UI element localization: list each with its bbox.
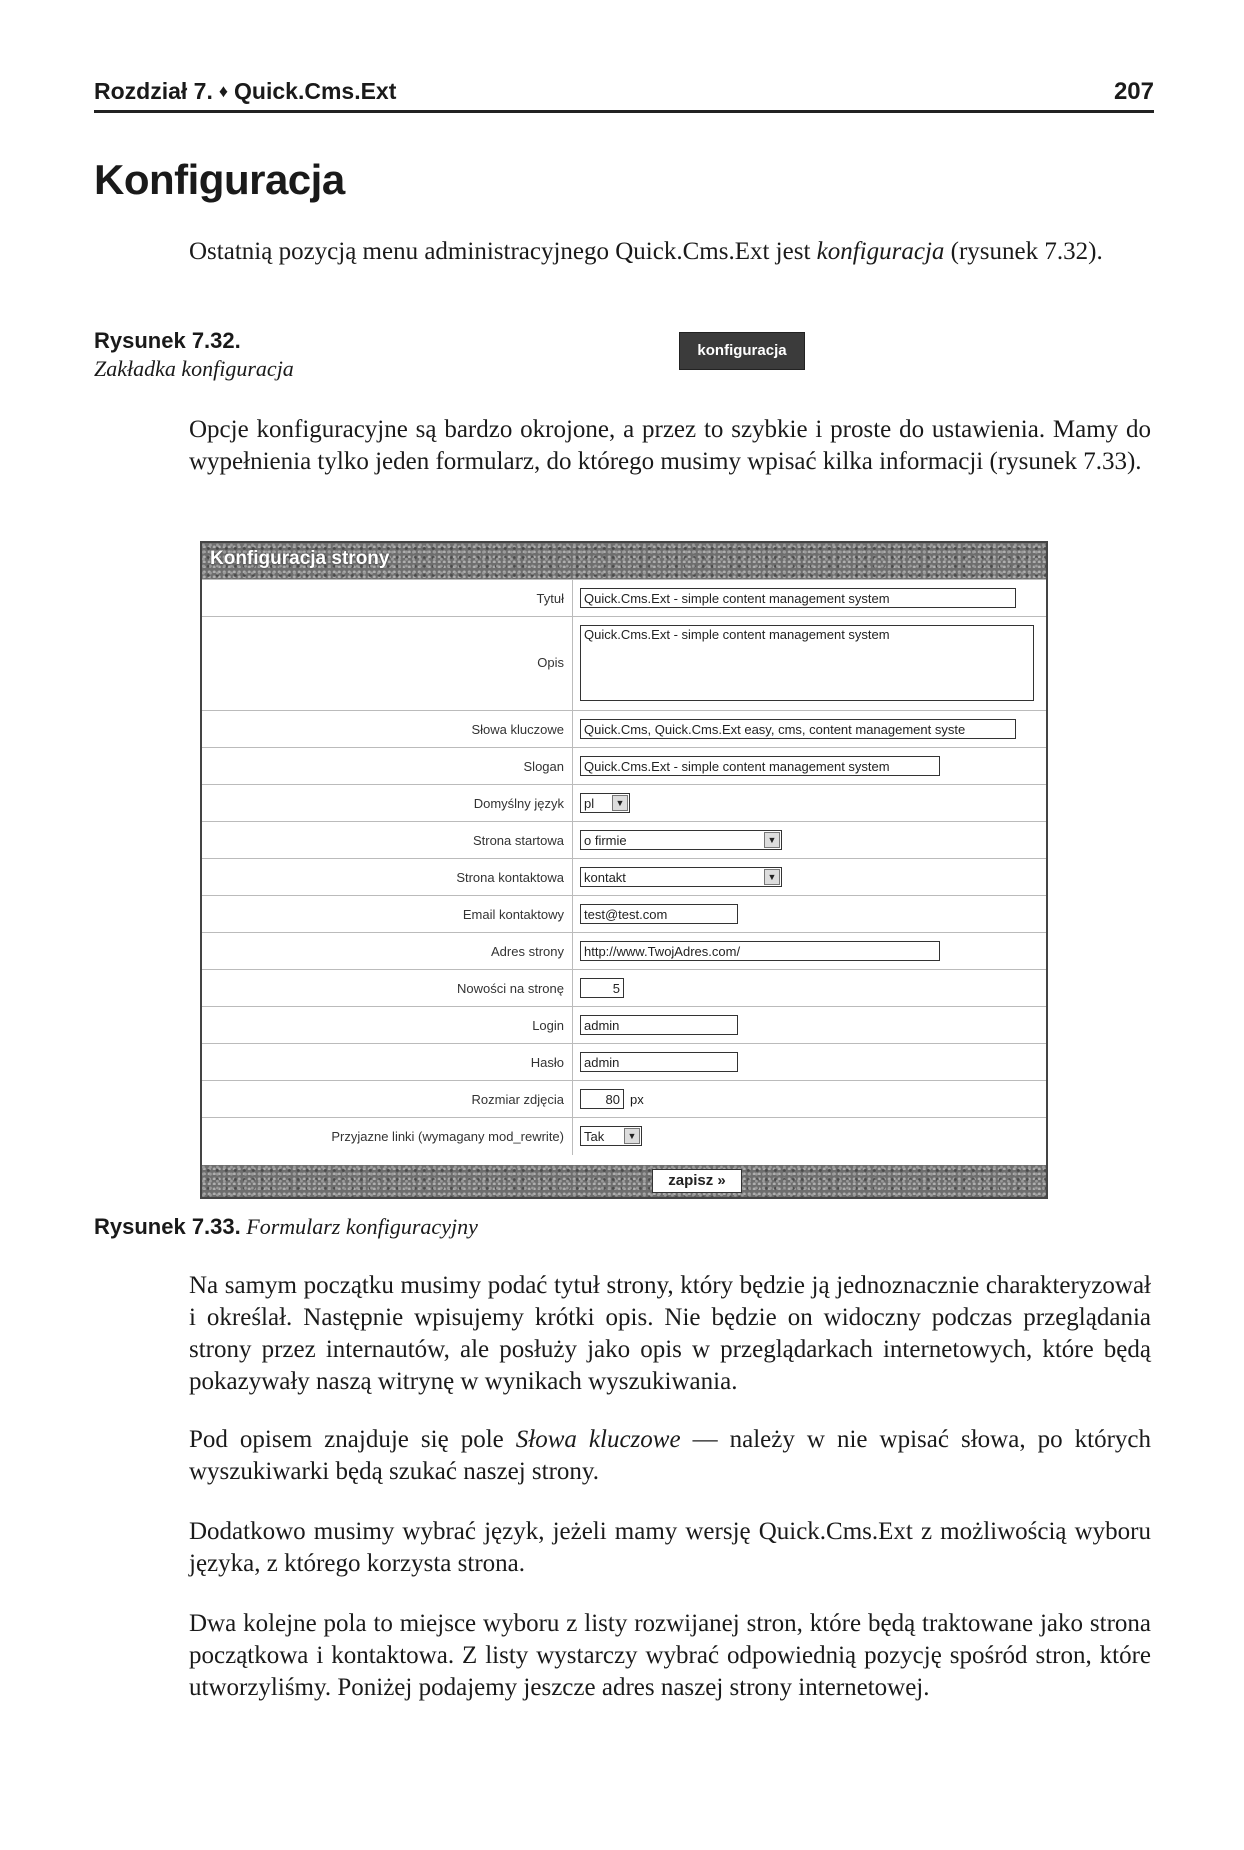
friendly-links-select[interactable]: Tak ▼ — [580, 1126, 642, 1146]
form-row-keywords — [202, 710, 1046, 748]
config-form — [200, 541, 1048, 1199]
paragraph-3: Na samym początku musimy podać tytuł strony, który będzie ją jednoznacznie charakteryzował i określał. Następnie wpisujemy krótki opis. Nie będzie on widoczny podczas przeglądania strony przez internautów, ale posłuży jako opis w przeglądarkach internetowych, które będą pokazywały naszą witrynę w wynikach wyszukiwania. — [189, 1272, 1151, 1395]
field-label: Adres strony — [491, 944, 564, 959]
language-select[interactable]: pl ▼ — [580, 793, 630, 813]
form-row-address — [202, 932, 1046, 970]
field-label: Strona kontaktowa — [456, 870, 564, 885]
chevron-down-icon: ▼ — [764, 832, 780, 848]
form-row-email — [202, 895, 1046, 933]
form-row-start-page — [202, 821, 1046, 859]
paragraph-4: Pod opisem znajduje się pole Słowa kluczowe — należy w nie wpisać słowa, po których wyszukiwarki będą szukać naszej strony. — [189, 1426, 1151, 1485]
news-per-page-input[interactable]: 5 — [580, 978, 624, 998]
form-row-contact-page — [202, 858, 1046, 896]
field-label: Strona startowa — [472, 833, 564, 848]
chevron-down-icon: ▼ — [612, 795, 628, 811]
figure-32-subtitle: Zakładka konfiguracja — [94, 356, 294, 381]
section-title: Konfiguracja — [94, 156, 345, 203]
title-input[interactable]: Quick.Cms.Ext - simple content management system — [580, 588, 1016, 608]
form-row-login — [202, 1006, 1046, 1044]
field-label: Nowości na stronę — [457, 981, 564, 996]
slogan-input[interactable]: Quick.Cms.Ext - simple content management system — [580, 756, 940, 776]
intro-paragraph: Ostatnią pozycją menu administracyjnego Quick.Cms.Ext jest konfiguracja (rysunek 7.32). — [189, 238, 1103, 265]
field-label: Opis — [537, 655, 564, 670]
konfiguracja-tab[interactable]: konfiguracja — [679, 332, 805, 370]
running-header-chapter: Rozdział 7. ♦ Quick.Cms.Ext — [94, 78, 397, 104]
form-header — [202, 543, 1046, 579]
page-number: 207 — [1113, 78, 1154, 105]
form-row-description — [202, 616, 1046, 711]
paragraph-6: Dwa kolejne pola to miejsce wyboru z listy rozwijanej stron, które będą traktowane jako strona początkowa i kontaktowa. Z listy wystarczy wybrać odpowiednią pozycję spośród stron, które utworzyliśmy. Poniżej podajemy jeszcze adres naszej strony internetowej. — [189, 1610, 1151, 1701]
password-input[interactable]: admin — [580, 1052, 738, 1072]
field-label: Przyjazne linki (wymagany mod_rewrite) — [331, 1129, 564, 1144]
address-input[interactable]: http://www.TwojAdres.com/ — [580, 941, 940, 961]
field-label: Login — [532, 1018, 564, 1033]
unit-label: px — [630, 1092, 644, 1107]
figure-32-label: Rysunek 7.32. — [94, 328, 241, 353]
form-row-friendly-links — [202, 1117, 1046, 1155]
form-row-slogan — [202, 747, 1046, 785]
form-row-title — [202, 579, 1046, 617]
login-input[interactable]: admin — [580, 1015, 738, 1035]
description-textarea[interactable]: Quick.Cms.Ext - simple content management system — [580, 625, 1034, 701]
keywords-input[interactable]: Quick.Cms, Quick.Cms.Ext easy, cms, content management syste — [580, 719, 1016, 739]
running-header — [94, 74, 1154, 113]
field-label: Slogan — [523, 759, 564, 774]
form-row-image-size — [202, 1080, 1046, 1118]
email-input[interactable]: test@test.com — [580, 904, 738, 924]
form-row-news — [202, 969, 1046, 1007]
form-row-language — [202, 784, 1046, 822]
field-label: Domyślny język — [473, 796, 564, 811]
diamond-icon: ♦ — [218, 81, 229, 101]
field-label: Email kontaktowy — [462, 907, 564, 922]
form-title: Konfiguracja strony — [210, 548, 390, 569]
form-row-password — [202, 1043, 1046, 1081]
field-label: Rozmiar zdjęcia — [471, 1092, 564, 1107]
contact-page-select[interactable]: kontakt ▼ — [580, 867, 782, 887]
paragraph-2: Opcje konfiguracyjne są bardzo okrojone, a przez to szybkie i proste do ustawienia. Mamy do wypełnienia tylko jeden formularz, do którego musimy wpisać kilka informacji (rysunek 7.33). — [189, 416, 1151, 475]
form-footer — [202, 1165, 1046, 1197]
save-button[interactable]: zapisz » — [652, 1169, 742, 1193]
start-page-select[interactable]: o firmie ▼ — [580, 830, 782, 850]
field-label: Tytuł — [536, 591, 564, 606]
chevron-down-icon: ▼ — [624, 1128, 640, 1144]
chevron-down-icon: ▼ — [764, 869, 780, 885]
field-label: Słowa kluczowe — [471, 722, 564, 737]
figure-33-caption: Rysunek 7.33. Formularz konfiguracyjny — [94, 1214, 478, 1239]
image-size-input[interactable]: 80 — [580, 1089, 624, 1109]
field-label: Hasło — [530, 1055, 564, 1070]
paragraph-5: Dodatkowo musimy wybrać język, jeżeli mamy wersję Quick.Cms.Ext z możliwością wyboru języka, z którego korzysta strona. — [189, 1518, 1151, 1577]
